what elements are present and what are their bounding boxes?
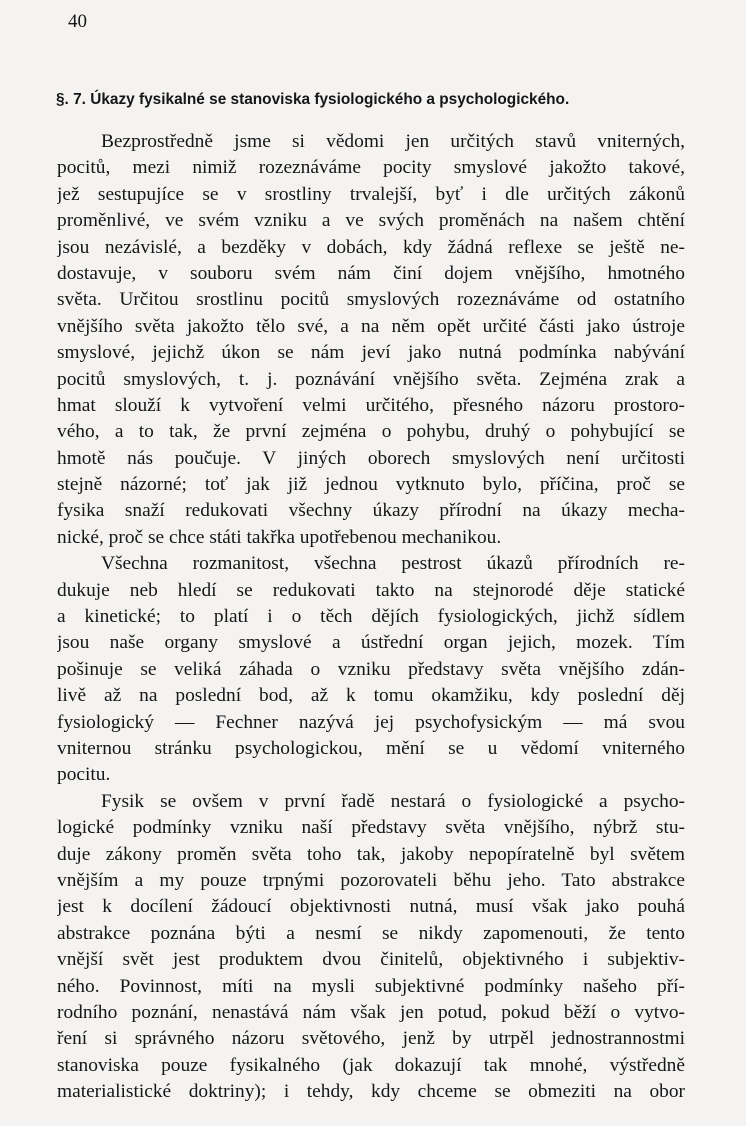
text-line: pocitů, mezi nimiž rozeznáváme pocity smyslové jakožto takové, <box>57 157 685 179</box>
text-line: hmat slouží k vytvoření velmi určitého, přesného názoru prostoro- <box>57 394 685 416</box>
text-line: a kinetické; to platí i o těch dějích fysiologických, jichž sídlem <box>57 606 685 628</box>
page-number: 40 <box>68 11 87 32</box>
text-line: jež sestupujíce se v srostliny trvalejší, byť i dle určitých zákonů <box>57 183 685 205</box>
text-line: vnějšího světa jakožto tělo své, a na něm opět určité části jako ústroje <box>57 315 685 337</box>
text-line: livě až na poslední bod, až k tomu okamžiku, kdy poslední děj <box>57 685 685 707</box>
text-line: vnější svět jest produktem dvou činitelů, objektivného i subjektiv- <box>57 949 685 971</box>
text-line: dostavuje, v souboru svém nám činí dojem vnějšího, hmotného <box>57 262 685 284</box>
text-line: smyslové, jejichž úkon se nám jeví jako nutná podmínka nabývání <box>57 342 685 364</box>
section-heading: §. 7. Úkazy fysikalné se stanoviska fysiologického a psychologického. <box>56 91 570 108</box>
text-line: světa. Určitou srostlinu pocitů smyslových rozeznáváme od ostatního <box>57 289 685 311</box>
text-line: pocitů smyslových, t. j. poznávání vnějšího světa. Zejména zrak a <box>57 368 685 390</box>
text-line: stejně názorné; toť jak již jednou vytknuto bylo, příčina, proč se <box>57 474 685 496</box>
text-line: proměnlivé, ve svém vzniku a ve svých proměnách na našem chtění <box>57 210 685 232</box>
text-line: logické podmínky vzniku naší představy světa vnějšího, nýbrž stu- <box>57 817 685 839</box>
text-line: vého, a to tak, že první zejména o pohybu, druhý o pohybující se <box>57 421 685 443</box>
text-line: hmotě nás poučuje. V jiných oborech smyslových není určitosti <box>57 447 685 469</box>
paragraph-1 <box>57 129 685 551</box>
text-line: fysika snaží redukovati všechny úkazy přírodní na úkazy mecha- <box>57 500 685 522</box>
text-line: pošinuje se veliká záhada o vzniku představy světa vnějšího zdán- <box>57 658 685 680</box>
text-line: pocitu. <box>57 764 111 786</box>
text-line: Všechna rozmanitost, všechna pestrost úkazů přírodních re- <box>101 553 685 575</box>
text-line: vnějším a my pouze trpnými pozorovateli běhu jeho. Tato abstrakce <box>57 869 685 891</box>
text-line: jsou naše organy smyslové a ústřední organ jejich, mozek. Tím <box>57 632 685 654</box>
paragraph-2 <box>57 551 685 789</box>
text-line: vniternou stránku psychologickou, mění se u vědomí vniterného <box>57 737 685 759</box>
text-line: jest k docílení žádoucí objektivnosti nutná, musí však jako pouhá <box>57 896 685 918</box>
text-line: ření si správného názoru světového, jenž by utrpěl jednostrannostmi <box>57 1028 685 1050</box>
text-line: rodního poznání, nenastává nám však jen potud, pokud běží o vytvo- <box>57 1001 685 1023</box>
text-line: abstrakce poznána býti a nesmí se nikdy zapomenouti, že tento <box>57 922 685 944</box>
text-line: jsou nezávislé, a bezděky v dobách, kdy žádná reflexe se ještě ne- <box>57 236 685 258</box>
text-line: stanoviska pouze fysikalného (jak dokazují tak mnohé, výstředně <box>57 1054 685 1076</box>
text-line: duje zákony proměn světa toho tak, jakoby nepopíratelně byl světem <box>57 843 685 865</box>
text-line: nické, proč se chce státi takřka upotřebenou mechanikou. <box>57 526 502 548</box>
body-text <box>57 129 685 1105</box>
text-line: dukuje neb hledí se redukovati takto na stejnorodé děje statické <box>57 579 685 601</box>
text-line: Fysik se ovšem v první řadě nestará o fysiologické a psycho- <box>101 790 685 812</box>
text-line: Bezprostředně jsme si vědomi jen určitých stavů vniterných, <box>101 131 685 152</box>
text-line: materialistické doktriny); i tehdy, kdy chceme se obmeziti na obor <box>57 1081 685 1103</box>
text-line: ného. Povinnost, míti na mysli subjektivné podmínky našeho pří- <box>57 975 685 997</box>
paragraph-3 <box>57 789 685 1106</box>
text-line: fysiologický — Fechner nazývá jej psychofysickým — má svou <box>57 711 685 733</box>
